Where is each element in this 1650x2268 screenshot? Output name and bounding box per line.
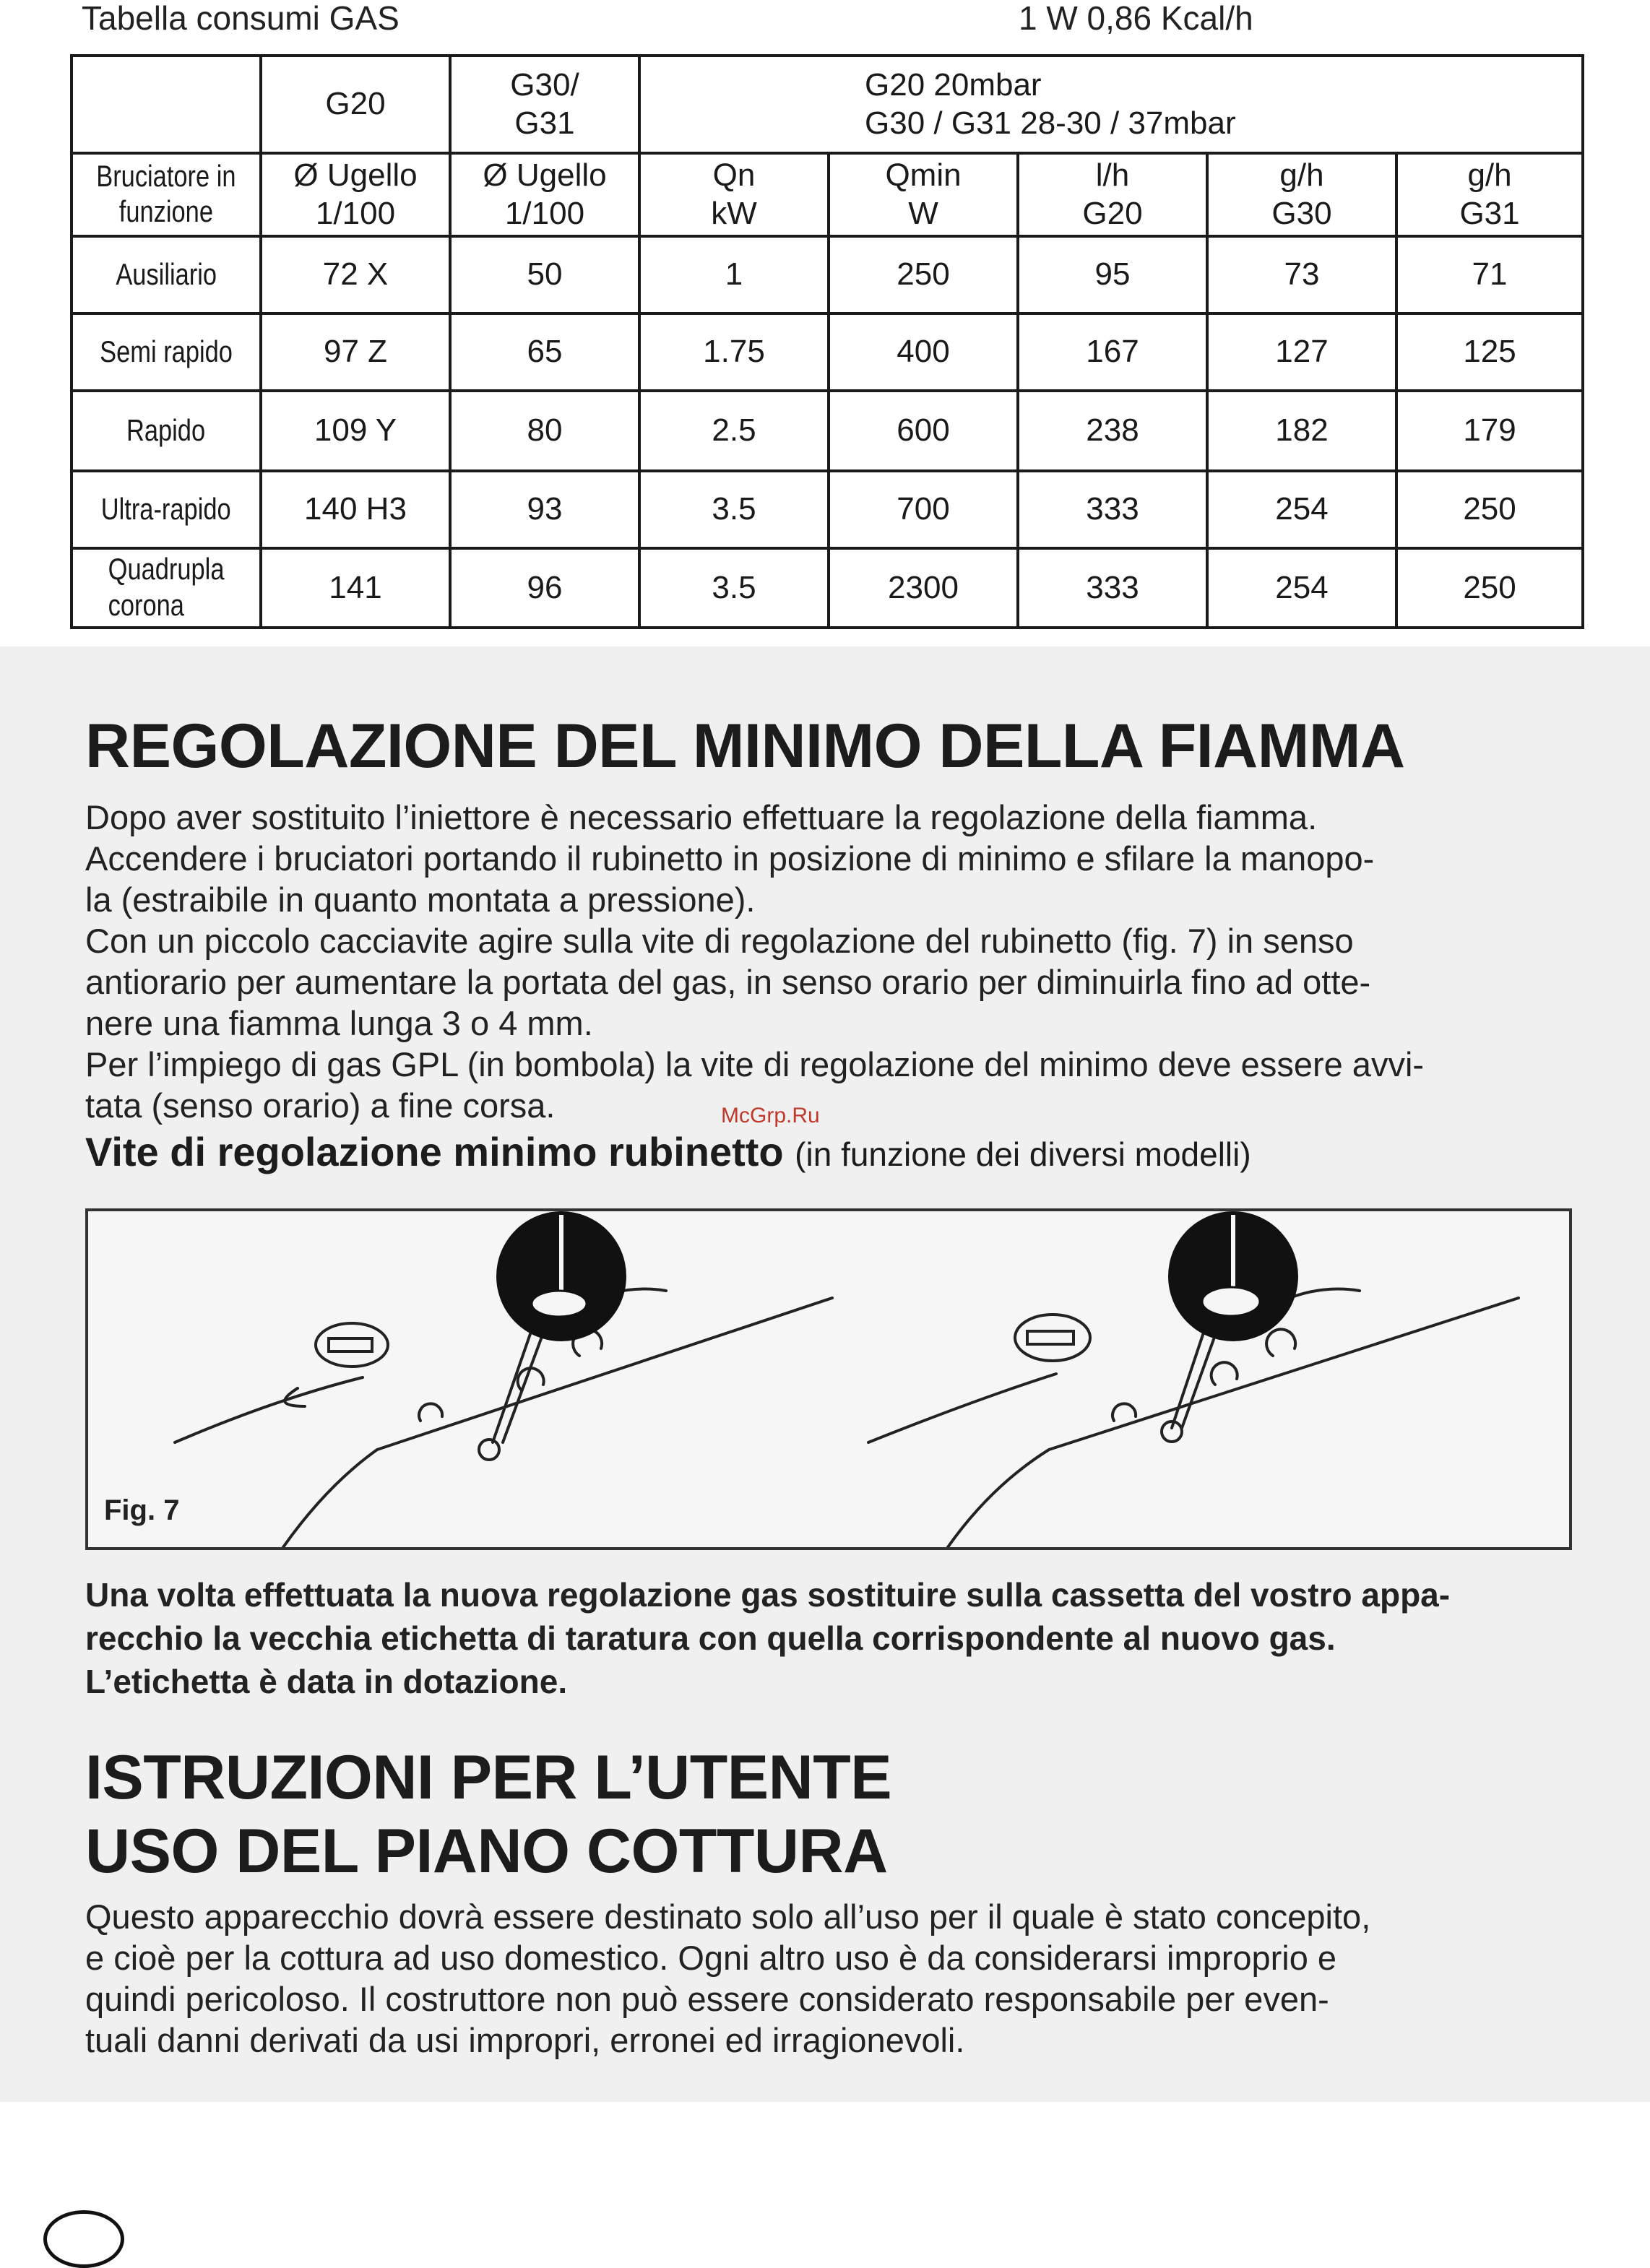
text-line: tuali danni derivati da usi impropri, erronei ed irragionevoli. [85, 2021, 965, 2059]
row-label-text: Rapido [126, 413, 206, 448]
text-line: tata (senso orario) a fine corsa. [85, 1086, 556, 1125]
table-cell: 141 [261, 548, 450, 628]
table-cell: 254 [1207, 548, 1396, 628]
col7-l2: G31 [1459, 195, 1520, 231]
table-row [72, 391, 1583, 471]
table-cell: 50 [450, 236, 639, 313]
table-cell: 700 [829, 471, 1018, 548]
table-row [72, 236, 1583, 313]
burner-hole [419, 1403, 442, 1421]
text-line: quindi pericoloso. Il costruttore non può essere considerato responsabile per even- [85, 1980, 1329, 2018]
table-cell: 140 H3 [261, 471, 450, 548]
col5-l1: l/h [1095, 157, 1130, 193]
burner-hole [1211, 1362, 1238, 1385]
burner-hole [1113, 1403, 1136, 1421]
table-cell: 600 [829, 391, 1018, 471]
flame-adjustment-text [85, 797, 1573, 1126]
table-cell: 333 [1018, 548, 1207, 628]
row-label-line2: corona [108, 587, 184, 622]
table-cell: 179 [1396, 391, 1583, 471]
table-cell: 2.5 [639, 391, 829, 471]
hob-edge-line [175, 1377, 363, 1442]
table-header-row-top [72, 56, 1583, 153]
subtitle-bold: Vite di regolazione minimo rubinetto [85, 1129, 784, 1174]
text-line: Per l’impiego di gas GPL (in bombola) la vite di regolazione del minimo deve essere avvi- [85, 1045, 1425, 1083]
column-header-nozzle-g30 [450, 153, 639, 236]
valve-screw-small [479, 1440, 499, 1460]
gas-consumption-table [70, 54, 1584, 629]
text-line: antiorario per aumentare la portata del gas, in senso orario per diminuirla fino ad otte- [85, 963, 1371, 1001]
burner-adjust-illustration [88, 1211, 1569, 1547]
table-row [72, 548, 1583, 628]
row-label-text: Ultra-rapido [101, 492, 231, 527]
column-header-qmin [829, 153, 1018, 236]
col4-l2: W [908, 195, 938, 231]
header-g30-line1: G30/ [510, 66, 579, 103]
header-pressure [639, 56, 1583, 153]
text-line: recchio la vecchia etichetta di taratura con quella corrispondente al nuovo gas. [85, 1619, 1336, 1657]
watermark: McGrp.Ru [721, 1104, 820, 1127]
row-label-text: Ausiliario [116, 257, 217, 292]
column-header-lh-g20 [1018, 153, 1207, 236]
hob-edge-line [868, 1374, 1056, 1442]
table-cell: 97 Z [261, 313, 450, 391]
table-cell: 72 X [261, 236, 450, 313]
col6-l1: g/h [1279, 157, 1324, 193]
table-cell: 182 [1207, 391, 1396, 471]
col2-l2: 1/100 [504, 195, 585, 231]
column-header-nozzle-g20 [261, 153, 450, 236]
row-label-line1: Quadrupla [108, 552, 225, 587]
col1-l2: 1/100 [315, 195, 396, 231]
col2-l1: Ø Ugello [483, 157, 607, 193]
table-cell: 1.75 [639, 313, 829, 391]
column-header-burner-line1: Bruciatore in [96, 158, 236, 193]
table-header-row-columns [72, 153, 1583, 236]
col6-l2: G30 [1271, 195, 1332, 231]
section-title-user-instructions: ISTRUZIONI PER L’UTENTE [85, 1743, 892, 1812]
col3-l2: kW [711, 195, 757, 231]
subtitle-light: (in funzione dei diversi modelli) [795, 1135, 1251, 1173]
section-title-flame-adjustment: REGOLAZIONE DEL MINIMO DELLA FIAMMA [85, 711, 1405, 781]
table-cell: 65 [450, 313, 639, 391]
text-line: Con un piccolo cacciavite agire sulla vite di regolazione del rubinetto (fig. 7) in senso [85, 922, 1354, 960]
table-title: Tabella consumi GAS [82, 0, 399, 37]
table-row [72, 313, 1583, 391]
text-line: la (estraibile in quanto montata a pressione). [85, 880, 756, 919]
table-cell: 127 [1207, 313, 1396, 391]
table-cell: 96 [450, 548, 639, 628]
header-g30-g31 [450, 56, 639, 153]
figure-label: Fig. 7 [104, 1494, 180, 1526]
row-label [72, 471, 261, 548]
column-header-burner-line2: funzione [118, 194, 214, 229]
column-header-gh-g31 [1396, 153, 1583, 236]
header-pressure-line1: G20 20mbar [865, 66, 1042, 103]
table-cell: 250 [1396, 471, 1583, 548]
table-cell: 71 [1396, 236, 1583, 313]
valve-screw [532, 1291, 587, 1317]
table-cell: 73 [1207, 236, 1396, 313]
col7-l1: g/h [1467, 157, 1512, 193]
col3-l1: Qn [712, 157, 756, 193]
subtitle-min-screw [85, 1128, 1251, 1175]
col1-l1: Ø Ugello [293, 157, 418, 193]
table-cell: 254 [1207, 471, 1396, 548]
text-line: e cioè per la cottura ad uso domestico. Ogni altro uso è da considerarsi improprio e [85, 1939, 1337, 1977]
text-line: Questo apparecchio dovrà essere destinato solo all’uso per il quale è stato concepito, [85, 1897, 1371, 1936]
table-cell: 3.5 [639, 548, 829, 628]
row-label [72, 236, 261, 313]
row-label [72, 391, 261, 471]
table-cell: 400 [829, 313, 1018, 391]
column-header-qn [639, 153, 829, 236]
row-label [72, 548, 261, 628]
text-line: Accendere i bruciatori portando il rubinetto in posizione di minimo e sfilare la manopo- [85, 839, 1375, 878]
column-header-burner [72, 153, 261, 236]
burner-hole [518, 1368, 544, 1390]
knob-seat [316, 1323, 388, 1367]
text-line: Una volta effettuata la nuova regolazione gas sostituire sulla cassetta del vostro appa- [85, 1576, 1451, 1614]
text-line: nere una fiamma lunga 3 o 4 mm. [85, 1004, 593, 1042]
section-subtitle-hob-use: USO DEL PIANO COTTURA [85, 1817, 888, 1886]
table-row [72, 471, 1583, 548]
table-cell: 80 [450, 391, 639, 471]
table-cell: 109 Y [261, 391, 450, 471]
header-pressure-line2: G30 / G31 28-30 / 37mbar [865, 105, 1236, 141]
table-cell: 3.5 [639, 471, 829, 548]
table-cell: 125 [1396, 313, 1583, 391]
table-cell: 250 [829, 236, 1018, 313]
col4-l1: Qmin [885, 157, 962, 193]
empty-header-cell [72, 56, 261, 153]
label-replacement-note [85, 1573, 1566, 1703]
knob-slot [1027, 1331, 1074, 1344]
table-cell: 93 [450, 471, 639, 548]
text-line: Dopo aver sostituito l’iniettore è necessario effettuare la regolazione della fiamma. [85, 798, 1318, 836]
hob-use-text [85, 1896, 1566, 2061]
header-g20: G20 [261, 56, 450, 153]
table-cell: 250 [1396, 548, 1583, 628]
header-g30-line2: G31 [514, 105, 575, 141]
table-cell: 333 [1018, 471, 1207, 548]
burner-hole [1266, 1329, 1295, 1356]
table-cell: 95 [1018, 236, 1207, 313]
knob-slot [329, 1338, 372, 1351]
valve-screw [1202, 1287, 1260, 1316]
page-number-oval [43, 2210, 124, 2268]
row-label-text: Semi rapido [100, 334, 233, 369]
col5-l2: G20 [1082, 195, 1143, 231]
table-cell: 167 [1018, 313, 1207, 391]
conversion-note: 1 W 0,86 Kcal/h [1019, 0, 1253, 37]
column-header-gh-g30 [1207, 153, 1396, 236]
table-cell: 1 [639, 236, 829, 313]
table-cell: 2300 [829, 548, 1018, 628]
row-label [72, 313, 261, 391]
figure-7 [85, 1208, 1572, 1550]
text-line: L’etichetta è data in dotazione. [85, 1663, 568, 1700]
table-cell: 238 [1018, 391, 1207, 471]
